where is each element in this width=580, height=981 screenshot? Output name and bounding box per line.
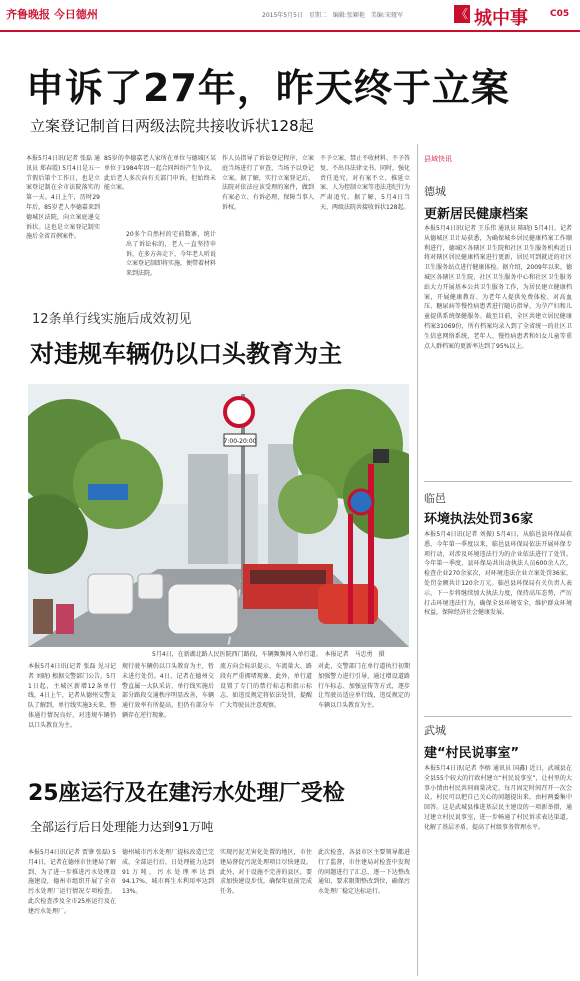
story3-col2: 德州城市污水处理厂提标改造已完成，全部运行后，日处理能力达到91万吨，污水处理率达到94.17%，城市再生水利用率达到13%。: [122, 849, 214, 896]
item2-body: 本报5月4日讯(记者 刘振) 5月4日，从临邑县环保局获悉，今年第一季度以来，临邑县环保局依法开展环保专项行动，对涉及环境违法行为的企业依法进行了处罚。今年第一季度，县环保局共出动执法人员600余人次，检查企业270余家次，对环境违法企业立案处罚36家，处罚金额共计120余万元。临邑县环保局有关负责人表示，下一步将继续加大执法力度，保持高压态势，严厉打击环境违法行为，确保全县环境安全，维护群众环境权益，保障经济社会健康发展。: [424, 531, 572, 617]
item3-body: 本报5月4日讯(记者 李榕 通讯员 国鑫) 近日，武城县在全县55个较大的行政村建立“村民说事室”，让村里的大事小情由村民共同商量决定，每月固定时间召开一次会议，村民可以把自己关心的问题提出来，由村两委集中回答。这是武城县推进基层民主建设的一项新举措，通过建立村民说事室，进一步畅通了村民诉求表达渠道，化解了基层矛盾，提高了村级事务管理水平。: [424, 765, 572, 831]
item1-title[interactable]: 更新居民健康档案: [424, 207, 529, 222]
story3-col4: 此次检查，各县市区主要领导都进行了监督，市住建局对检查中发现的问题进行了汇总，逐一下达整改通知，要求限期整改到位，确保污水处理厂稳定达标运行。: [318, 849, 410, 896]
story3-col3: 实现污泥无害化处置的地区，市住建局督促污泥处理项目尽快建设。此外，对于设施不完善的县区，要求加快建设步伐，确保年底前完成任务。: [220, 849, 312, 896]
item3-place: 武城: [424, 724, 446, 737]
section-badge-icon: 《: [455, 7, 468, 21]
story2-col4: 对此，交警部门在单行道执行初期加强警力进行引导，通过增设道路行车标志、加强宣传等方式，逐步让驾驶员适应单行线，违反规定的车辆以口头教育为主。: [318, 663, 410, 710]
story3-headline[interactable]: 25座运行及在建污水处理厂受检: [28, 781, 345, 806]
sign-time-label: 7:00-20:00: [223, 438, 257, 445]
story3-subhead: 全部运行后日处理能力达到91万吨: [30, 820, 214, 834]
item1-body: 本报5月4日讯(记者 王乐伟 通讯员 陈晓) 5月4日，记者从德城区卫计局获悉，为确保城乡居民健康档案工作顺利进行，德城区各辖区卫生院和社区卫生服务机构近日将对辖区居民健康档案进行更新，居民可到就近的社区卫生服务站点进行健康体检。据介绍，2009年以来，德城区各辖区卫生院、社区卫生服务中心和社区卫生服务站大力开展基本公共卫生服务工作，为居民建立健康档案，开展健康教育、为老年人提供免费体检、对高血压、糖尿病等慢性病患者进行随访指导，为孕产妇和儿童提供系统保健服务。截至目前，全区共建立居民健康档案31069份，所有档案均录入到了全省统一的社区卫生信息网络系统，老年人、慢性病患者和妇女儿童等重点人群档案的更新率达到了95%以上。: [424, 225, 572, 350]
story2-col1: 本报5月4日讯(记者 张磊 见习记者 刘晓) 根据交警部门公告，5月1日起，主城区新增12条单行线，4日上午，记者从德州交警支队了解到，单行线实施3天来，整体通行情况良好，对违规车辆仍以口头教育为主。: [28, 663, 116, 729]
story1-col2: 85岁的李德嘉老人家所在单位与德城区某单位于1984年因一起合同纠纷产生争议，此后老人多次向有关部门申诉，但始终未能立案。: [104, 155, 216, 192]
item3-title[interactable]: 建“村民说事室”: [424, 746, 520, 761]
street-photo: [28, 384, 409, 647]
right-separator-2: [424, 716, 572, 717]
section-title: 城中事: [474, 8, 528, 29]
street-scene-illustration: [28, 384, 409, 647]
story1-col3: 20多个自然村的宅前数寨，统计出了诉讼标的，老人一直坚持申诉，在多方奔走下，今年老人听说立案登记制即将实施，便带着材料来到法院。: [126, 231, 216, 278]
story2-headline[interactable]: 对违规车辆仍以口头教育为主: [30, 340, 342, 368]
header-rule: [0, 30, 580, 32]
issue-meta: 2015年5月5日 星期二 编辑:张颖艳 美编:宋娅军: [262, 12, 403, 19]
story1-headline[interactable]: 申诉了27年，昨天终于立案: [26, 66, 510, 110]
item2-title[interactable]: 环境执法处罚36家: [424, 512, 534, 527]
item2-place: 临邑: [424, 492, 446, 505]
story1-subhead: 立案登记制首日两级法院共接收诉状128起: [30, 117, 314, 135]
story2-col3: 流方向会标识提示，车流量大、路段有严重拥堵现象，此外，单行道设置了专门的禁行标志和指示标志，如违反规定将依法处罚，提醒广大驾驶员注意观察。: [220, 663, 312, 710]
story2-col2: 规行驶车辆仍以口头教育为主，暂未进行处罚。4日，记者在德州交警直属一大队采访，单行线实施后部分路段交通秩序明显改善，车辆通行效率有所提高，但仍有部分车辆存在逆行现象。: [122, 663, 214, 719]
page-number: C05: [550, 9, 570, 19]
item1-place: 德城: [424, 185, 446, 198]
story1-col1: 本报5月4日讯(记者 张磊 通讯员 郑春霞) 5月4日是五一节假后第个工作日，也是立案登记制在全市法院落实的第一天。4日上午，历时29年后，85岁老人李德嘉来到德城区法院，向立案庭递交诉状。这也是立案登记制实施后全省首例案件。: [26, 155, 100, 241]
story2-kicker: 12条单行线实施后成效初见: [32, 312, 192, 327]
newspaper-brand: 齐鲁晚报 今日德州: [6, 8, 98, 21]
story1-col4: 作人员指导了诉讼登记程序，立案庭当场进行了审查，当场予以登记立案。据了解，实行立案登记后，法院对依法应该受理的案件，做到有案必立、有诉必理，保障当事人诉权。: [222, 155, 314, 211]
column-divider: [417, 144, 418, 976]
county-news-tag: 县域快讯: [424, 155, 452, 163]
right-separator-1: [424, 481, 572, 482]
story1-col5: 不予立案、禁止不收材料、不予答复、不出具法律文书。同时，强化责任追究，对有案不立、推延立案、人为控制立案等违法违纪行为严肃追究。据了解，5月4日当天，两级法院共接收诉状128起。: [320, 155, 410, 211]
photo-caption: 5月4日，在新湖北路人民医院西门路段，车辆频频闯入单行道。 本报记者 马忠勇 摄: [152, 651, 385, 658]
story3-col1: 本报5月4日讯(记者 贾肇 张磊) 5月4日，记者在德州市住建局了解到，为了进一步推进污水处理设施建设，德州市组织开展了全市污水处理厂运行情况专项检查。此次检查涉及全市25座运行及在建污水处理厂。: [28, 849, 116, 915]
